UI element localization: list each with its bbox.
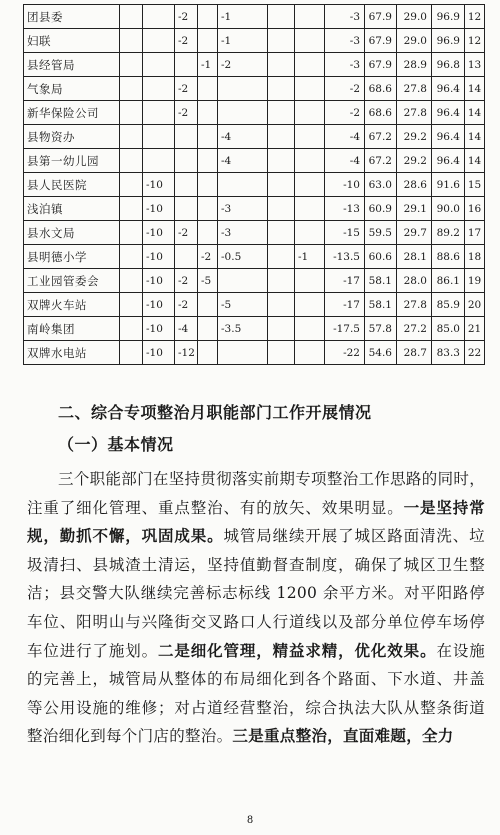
deduction-cell bbox=[175, 53, 198, 77]
deduction-cell bbox=[218, 173, 268, 197]
total-deduction-cell: -22 bbox=[325, 341, 365, 365]
deduction-cell bbox=[268, 149, 295, 173]
unit-name-cell: 新华保险公司 bbox=[24, 101, 120, 125]
table-row bbox=[24, 5, 485, 29]
deduction-cell: -10 bbox=[143, 293, 175, 317]
deduction-cell: -10 bbox=[143, 173, 175, 197]
score-cell: 57.8 bbox=[365, 317, 397, 341]
unit-name-cell: 浅泊镇 bbox=[24, 197, 120, 221]
score-cell: 29.0 bbox=[397, 29, 432, 53]
deduction-cell bbox=[198, 317, 218, 341]
deduction-cell bbox=[295, 269, 325, 293]
deduction-cell: -10 bbox=[143, 245, 175, 269]
deduction-cell bbox=[268, 317, 295, 341]
table-row bbox=[24, 29, 485, 53]
deduction-cell: -2 bbox=[175, 269, 198, 293]
deduction-cell bbox=[268, 293, 295, 317]
score-cell: 67.2 bbox=[365, 149, 397, 173]
table-row bbox=[24, 269, 485, 293]
deduction-cell bbox=[120, 29, 143, 53]
deduction-cell bbox=[120, 125, 143, 149]
rank-cell: 16 bbox=[465, 197, 485, 221]
section-heading: 二、综合专项整治月职能部门工作开展情况 bbox=[58, 403, 372, 422]
deduction-cell bbox=[175, 125, 198, 149]
score-table bbox=[23, 4, 485, 365]
table-row bbox=[24, 317, 485, 341]
unit-name-cell: 工业园管委会 bbox=[24, 269, 120, 293]
rank-cell: 12 bbox=[465, 29, 485, 53]
deduction-cell: -5 bbox=[198, 269, 218, 293]
unit-name-cell: 团县委 bbox=[24, 5, 120, 29]
rank-cell: 20 bbox=[465, 293, 485, 317]
total-deduction-cell: -3 bbox=[325, 5, 365, 29]
total-deduction-cell: -3 bbox=[325, 53, 365, 77]
total-deduction-cell: -17.5 bbox=[325, 317, 365, 341]
total-deduction-cell: -4 bbox=[325, 149, 365, 173]
score-cell: 67.9 bbox=[365, 29, 397, 53]
score-cell: 29.2 bbox=[397, 125, 432, 149]
deduction-cell bbox=[268, 173, 295, 197]
score-cell: 96.4 bbox=[432, 77, 465, 101]
deduction-cell: -4 bbox=[175, 317, 198, 341]
score-cell: 91.6 bbox=[432, 173, 465, 197]
deduction-cell: -3.5 bbox=[218, 317, 268, 341]
table-row bbox=[24, 293, 485, 317]
deduction-cell bbox=[198, 293, 218, 317]
deduction-cell bbox=[295, 149, 325, 173]
deduction-cell bbox=[268, 269, 295, 293]
deduction-cell bbox=[268, 29, 295, 53]
unit-name-cell: 县第一幼儿园 bbox=[24, 149, 120, 173]
deduction-cell bbox=[120, 197, 143, 221]
score-cell: 58.1 bbox=[365, 269, 397, 293]
deduction-cell bbox=[175, 149, 198, 173]
deduction-cell: -3 bbox=[218, 197, 268, 221]
deduction-cell: -10 bbox=[143, 221, 175, 245]
deduction-cell bbox=[218, 77, 268, 101]
table-row bbox=[24, 221, 485, 245]
score-cell: 27.8 bbox=[397, 293, 432, 317]
score-cell: 27.8 bbox=[397, 77, 432, 101]
score-cell: 67.2 bbox=[365, 125, 397, 149]
table-row bbox=[24, 149, 485, 173]
score-cell: 63.0 bbox=[365, 173, 397, 197]
score-cell: 68.6 bbox=[365, 77, 397, 101]
unit-name-cell: 双牌水电站 bbox=[24, 341, 120, 365]
deduction-cell: -10 bbox=[143, 341, 175, 365]
deduction-cell bbox=[175, 245, 198, 269]
deduction-cell: -4 bbox=[218, 125, 268, 149]
deduction-cell bbox=[295, 5, 325, 29]
deduction-cell bbox=[120, 77, 143, 101]
deduction-cell bbox=[268, 53, 295, 77]
deduction-cell bbox=[198, 29, 218, 53]
deduction-cell bbox=[143, 29, 175, 53]
table-row bbox=[24, 101, 485, 125]
deduction-cell bbox=[295, 293, 325, 317]
deduction-cell bbox=[120, 221, 143, 245]
deduction-cell: -10 bbox=[143, 317, 175, 341]
point-2-text: 在设施的完善上，城管局从整体的布局细化到各个路面、下水道、井盖等公用设施的维修；对占道经营整治，综合执法大队从整条街道整治细化到每个门店的整治。 bbox=[27, 641, 486, 746]
deduction-cell: -1 bbox=[295, 245, 325, 269]
deduction-cell bbox=[295, 173, 325, 197]
unit-name-cell: 县明德小学 bbox=[24, 245, 120, 269]
score-cell: 28.0 bbox=[397, 269, 432, 293]
point-2-title: 二是细化管理，精益求精，优化效果。 bbox=[158, 640, 437, 660]
deduction-cell bbox=[295, 341, 325, 365]
score-cell: 58.1 bbox=[365, 293, 397, 317]
score-cell: 86.1 bbox=[432, 269, 465, 293]
deduction-cell bbox=[268, 101, 295, 125]
score-cell: 60.9 bbox=[365, 197, 397, 221]
rank-cell: 18 bbox=[465, 245, 485, 269]
deduction-cell: -2 bbox=[198, 245, 218, 269]
score-cell: 85.9 bbox=[432, 293, 465, 317]
deduction-cell: -3 bbox=[218, 221, 268, 245]
unit-name-cell: 妇联 bbox=[24, 29, 120, 53]
total-deduction-cell: -2 bbox=[325, 77, 365, 101]
deduction-cell bbox=[120, 101, 143, 125]
deduction-cell bbox=[120, 149, 143, 173]
deduction-cell: -1 bbox=[218, 5, 268, 29]
deduction-cell bbox=[143, 53, 175, 77]
deduction-cell: -0.5 bbox=[218, 245, 268, 269]
deduction-cell bbox=[120, 53, 143, 77]
deduction-cell bbox=[198, 125, 218, 149]
deduction-cell bbox=[268, 77, 295, 101]
deduction-cell bbox=[120, 293, 143, 317]
score-cell: 96.4 bbox=[432, 149, 465, 173]
deduction-cell bbox=[295, 221, 325, 245]
table-row bbox=[24, 173, 485, 197]
total-deduction-cell: -4 bbox=[325, 125, 365, 149]
body-paragraph bbox=[27, 465, 485, 751]
table-row bbox=[24, 197, 485, 221]
deduction-cell: -4 bbox=[218, 149, 268, 173]
table-row bbox=[24, 245, 485, 269]
rank-cell: 21 bbox=[465, 317, 485, 341]
rank-cell: 17 bbox=[465, 221, 485, 245]
score-cell: 90.0 bbox=[432, 197, 465, 221]
deduction-cell bbox=[268, 245, 295, 269]
deduction-cell bbox=[198, 197, 218, 221]
deduction-cell bbox=[120, 173, 143, 197]
deduction-cell bbox=[218, 101, 268, 125]
score-cell: 96.9 bbox=[432, 5, 465, 29]
deduction-cell bbox=[143, 149, 175, 173]
subsection-heading: （一）基本情况 bbox=[58, 435, 174, 454]
deduction-cell bbox=[268, 5, 295, 29]
deduction-cell bbox=[295, 29, 325, 53]
score-cell: 67.9 bbox=[365, 5, 397, 29]
total-deduction-cell: -17 bbox=[325, 269, 365, 293]
deduction-cell bbox=[268, 125, 295, 149]
deduction-cell bbox=[143, 125, 175, 149]
deduction-cell bbox=[143, 101, 175, 125]
deduction-cell bbox=[143, 5, 175, 29]
deduction-cell: -2 bbox=[175, 5, 198, 29]
score-cell: 29.7 bbox=[397, 221, 432, 245]
rank-cell: 22 bbox=[465, 341, 485, 365]
deduction-cell: -1 bbox=[218, 29, 268, 53]
deduction-cell: -2 bbox=[175, 29, 198, 53]
total-deduction-cell: -13 bbox=[325, 197, 365, 221]
deduction-cell bbox=[198, 77, 218, 101]
deduction-cell bbox=[198, 173, 218, 197]
rank-cell: 14 bbox=[465, 149, 485, 173]
point-1-title: 一是坚持常规，勤抓不懈，巩固成果。 bbox=[27, 497, 485, 546]
score-cell: 27.2 bbox=[397, 317, 432, 341]
unit-name-cell: 县水文局 bbox=[24, 221, 120, 245]
deduction-cell bbox=[198, 101, 218, 125]
point-3-title: 三是重点整治，直面难题，全力 bbox=[232, 726, 454, 746]
table-row bbox=[24, 341, 485, 365]
rank-cell: 15 bbox=[465, 173, 485, 197]
deduction-cell: -10 bbox=[143, 197, 175, 221]
score-cell: 89.2 bbox=[432, 221, 465, 245]
rank-cell: 19 bbox=[465, 269, 485, 293]
deduction-cell bbox=[120, 269, 143, 293]
deduction-cell: -2 bbox=[175, 101, 198, 125]
table-row bbox=[24, 77, 485, 101]
deduction-cell bbox=[295, 317, 325, 341]
score-cell: 27.8 bbox=[397, 101, 432, 125]
score-cell: 96.4 bbox=[432, 101, 465, 125]
deduction-cell bbox=[218, 341, 268, 365]
deduction-cell: -2 bbox=[218, 53, 268, 77]
unit-name-cell: 县经管局 bbox=[24, 53, 120, 77]
score-cell: 28.9 bbox=[397, 53, 432, 77]
unit-name-cell: 双牌火车站 bbox=[24, 293, 120, 317]
deduction-cell bbox=[120, 5, 143, 29]
deduction-cell bbox=[295, 77, 325, 101]
unit-name-cell: 县人民医院 bbox=[24, 173, 120, 197]
score-cell: 28.7 bbox=[397, 341, 432, 365]
deduction-cell: -2 bbox=[175, 77, 198, 101]
rank-cell: 14 bbox=[465, 125, 485, 149]
deduction-cell bbox=[218, 269, 268, 293]
para-intro: 三个职能部门在坚持贯彻落实前期专项整治工作思路的同时，注重了细化管理、重点整治、有的放矢、效果明显。 bbox=[27, 470, 485, 517]
score-cell: 85.0 bbox=[432, 317, 465, 341]
deduction-cell bbox=[198, 149, 218, 173]
score-cell: 28.6 bbox=[397, 173, 432, 197]
table-row bbox=[24, 125, 485, 149]
table-row bbox=[24, 53, 485, 77]
score-cell: 67.9 bbox=[365, 53, 397, 77]
deduction-cell bbox=[295, 125, 325, 149]
score-cell: 29.1 bbox=[397, 197, 432, 221]
rank-cell: 14 bbox=[465, 101, 485, 125]
unit-name-cell: 县物资办 bbox=[24, 125, 120, 149]
unit-name-cell: 气象局 bbox=[24, 77, 120, 101]
deduction-cell bbox=[198, 5, 218, 29]
deduction-cell bbox=[268, 197, 295, 221]
deduction-cell bbox=[268, 221, 295, 245]
score-cell: 96.4 bbox=[432, 125, 465, 149]
deduction-cell bbox=[295, 197, 325, 221]
rank-cell: 13 bbox=[465, 53, 485, 77]
deduction-cell bbox=[143, 77, 175, 101]
deduction-cell: -5 bbox=[218, 293, 268, 317]
score-cell: 88.6 bbox=[432, 245, 465, 269]
deduction-cell bbox=[198, 221, 218, 245]
unit-name-cell: 南岭集团 bbox=[24, 317, 120, 341]
deduction-cell: -2 bbox=[175, 293, 198, 317]
deduction-cell bbox=[268, 341, 295, 365]
rank-cell: 14 bbox=[465, 77, 485, 101]
score-cell: 60.6 bbox=[365, 245, 397, 269]
deduction-cell bbox=[175, 197, 198, 221]
score-cell: 83.3 bbox=[432, 341, 465, 365]
deduction-cell: -10 bbox=[143, 269, 175, 293]
deduction-cell: -12 bbox=[175, 341, 198, 365]
total-deduction-cell: -13.5 bbox=[325, 245, 365, 269]
deduction-cell bbox=[120, 245, 143, 269]
deduction-cell: -2 bbox=[175, 221, 198, 245]
point-1-text: 城管局继续开展了城区路面清洗、垃圾清扫、县城渣土清运，坚持值勤督查制度，确保了城区卫生整洁；县交警大队继续完善标志标线 1200 余平方米。对平阳路停车位、阳明山与兴隆街交叉路口人行道线以及部分单位停车场停车位进行了施划。 bbox=[27, 527, 485, 660]
score-cell: 54.6 bbox=[365, 341, 397, 365]
deduction-cell bbox=[198, 341, 218, 365]
total-deduction-cell: -2 bbox=[325, 101, 365, 125]
score-cell: 29.2 bbox=[397, 149, 432, 173]
score-cell: 96.8 bbox=[432, 53, 465, 77]
deduction-cell: -1 bbox=[198, 53, 218, 77]
deduction-cell bbox=[295, 53, 325, 77]
total-deduction-cell: -17 bbox=[325, 293, 365, 317]
deduction-cell bbox=[175, 173, 198, 197]
total-deduction-cell: -15 bbox=[325, 221, 365, 245]
score-cell: 68.6 bbox=[365, 101, 397, 125]
total-deduction-cell: -3 bbox=[325, 29, 365, 53]
score-cell: 29.0 bbox=[397, 5, 432, 29]
score-cell: 28.1 bbox=[397, 245, 432, 269]
page-number: 8 bbox=[246, 815, 254, 826]
score-cell: 96.9 bbox=[432, 29, 465, 53]
total-deduction-cell: -10 bbox=[325, 173, 365, 197]
deduction-cell bbox=[120, 317, 143, 341]
score-cell: 59.5 bbox=[365, 221, 397, 245]
deduction-cell bbox=[295, 101, 325, 125]
rank-cell: 12 bbox=[465, 5, 485, 29]
deduction-cell bbox=[120, 341, 143, 365]
